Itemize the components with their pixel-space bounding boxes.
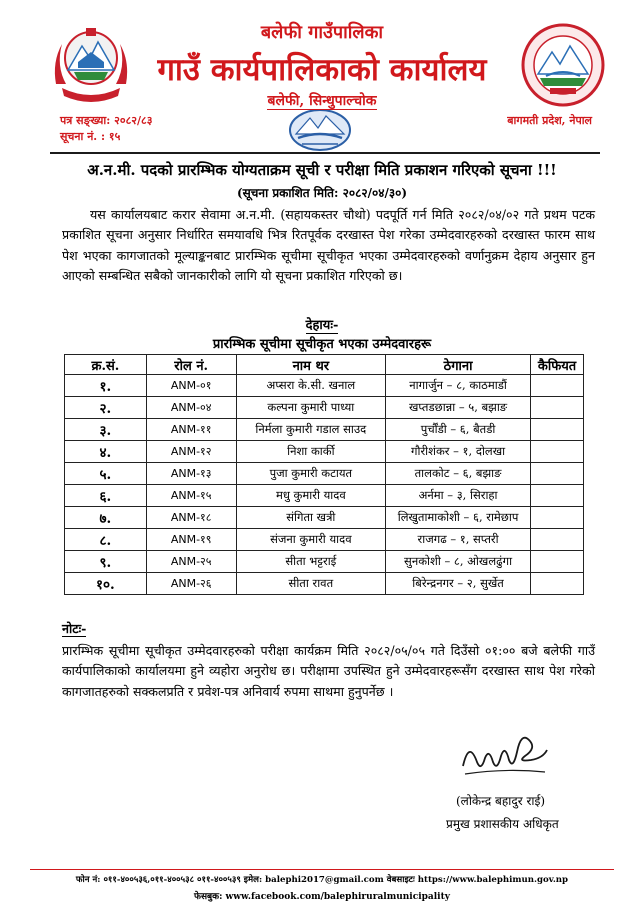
candidate-address: लिखुतामाकोशी – ६, रामेछाप (386, 507, 531, 529)
roll-number: ANM-०४ (146, 397, 236, 419)
candidate-name: मधु कुमारी यादव (236, 485, 386, 507)
candidate-name: सीता भट्टराई (236, 551, 386, 573)
table-row (65, 485, 584, 507)
serial-number: ६. (65, 485, 147, 507)
notice-body: यस कार्यालयबाट करार सेवामा अ.न.मी. (सहायकस्तर चौथो) पदपूर्ति गर्न मिति २०८२/०४/०२ गते प्रथम पटक प्रकाशित सूचना अनुसार निर्धारित समयावधि भित्र रितपूर्वक दरखास्त पेश गरेका उम्मेदवारहरुको दरखास्त फारम साथ पेश भएका कागजातको मूल्याङ्कनबाट प्रारम्भिक सूचीमा सूचीकृत भएका उम्मेदवारहरुको वर्णानुक्रम देहाय अनुसार हुन आएको सम्बन्धित सबैको जानकारीको लागि यो सूचना प्रकाशित गरिएको छ। (62, 207, 595, 283)
footer-facebook: फेसबुक: www.facebook.com/balephiruralmunicipality (194, 892, 450, 902)
table-row (65, 507, 584, 529)
candidate-address: बिरेन्द्रनगर – २, सुर्खेत (386, 573, 531, 595)
candidate-address: राजगढ – १, सप्तरी (386, 529, 531, 551)
candidate-name: पुजा कुमारी कटायत (236, 463, 386, 485)
signatory-name: (लोकेन्द्र बहादुर राई) (456, 794, 546, 808)
roll-number: ANM-१८ (146, 507, 236, 529)
serial-number: ७. (65, 507, 147, 529)
table-row (65, 551, 584, 573)
remarks (531, 419, 584, 441)
column-header: क्र.सं. (65, 355, 147, 375)
candidate-name: अप्सरा के.सी. खनाल (236, 375, 386, 397)
remarks (531, 507, 584, 529)
remarks (531, 441, 584, 463)
table-row (65, 529, 584, 551)
candidate-address: तालकोट – ६, बझाङ (386, 463, 531, 485)
table-row (65, 441, 584, 463)
remarks (531, 397, 584, 419)
roll-number: ANM-२६ (146, 573, 236, 595)
serial-number: ५. (65, 463, 147, 485)
remarks (531, 375, 584, 397)
candidate-address: गौरीशंकर – १, दोलखा (386, 441, 531, 463)
province-label: बागमती प्रदेश, नेपाल (507, 114, 592, 127)
remarks (531, 551, 584, 573)
candidate-address: सुनकोशी – ८, ओखलढुंगा (386, 551, 531, 573)
column-header: रोल नं. (146, 355, 236, 375)
candidate-name: संगिता खत्री (236, 507, 386, 529)
signatory-title: प्रमुख प्रशासकीय अधिकृत (446, 817, 559, 831)
note-text: प्रारम्भिक सूचीमा सूचीकृत उम्मेदवारहरुको परीक्षा कार्यक्रम मिति २०८२/०५/०५ गते दिउँसो ०१:०० बजे बलेफी गाउँ कार्यपालिकाको कार्यालयमा हुने व्यहोरा अनुरोध छ। परीक्षामा उपस्थित हुने उम्मेदवारहरूसँग दरखास्त साथ पेश गरेको कागजातहरुको सक्कलप्रति र प्रवेश-पत्र अनिवार्य रुपमा साथमा हुनुपर्नेछ । (62, 643, 595, 699)
footer-divider (30, 869, 614, 870)
candidate-name: निशा कार्की (236, 441, 386, 463)
office-name: गाउँ कार्यपालिकाको कार्यालय (157, 52, 487, 88)
remarks (531, 485, 584, 507)
roll-number: ANM-१२ (146, 441, 236, 463)
remarks (531, 463, 584, 485)
remarks (531, 573, 584, 595)
table-row (65, 397, 584, 419)
roll-number: ANM-१९ (146, 529, 236, 551)
column-header: कैफियत (531, 355, 584, 375)
office-seal-icon (280, 108, 360, 152)
note-heading: नोटः- (62, 621, 87, 636)
roll-number: ANM-१५ (146, 485, 236, 507)
candidate-address: पुर्चौंडी – ६, बैतडी (386, 419, 531, 441)
serial-number: ४. (65, 441, 147, 463)
table-caption: प्रारम्भिक सूचीमा सूचीकृत भएका उम्मेदवारहरू (212, 337, 432, 352)
candidate-name: कल्पना कुमारी पाध्या (236, 397, 386, 419)
table-row (65, 375, 584, 397)
serial-number: १. (65, 375, 147, 397)
roll-number: ANM-०१ (146, 375, 236, 397)
header-divider (50, 152, 600, 154)
table-header-row (65, 355, 584, 375)
table-row (65, 419, 584, 441)
candidate-table (64, 354, 584, 595)
serial-number: १०. (65, 573, 147, 595)
column-header: ठेगाना (386, 355, 531, 375)
candidate-address: नागार्जुन – ८, काठमाडौं (386, 375, 531, 397)
table-row (65, 573, 584, 595)
letter-meta (60, 113, 152, 145)
roll-number: ANM-११ (146, 419, 236, 441)
table-row (65, 463, 584, 485)
published-date: (सूचना प्रकाशित मिति: २०८२/०४/३०) (237, 186, 407, 200)
column-header: नाम थर (236, 355, 386, 375)
notice-number: सूचना नं. : १५ (60, 130, 121, 143)
roll-number: ANM-१३ (146, 463, 236, 485)
candidate-name: निर्मला कुमारी गडाल साउद (236, 419, 386, 441)
footer-contact: फोन नं: ०११-४००५३६,०११-४००५३८ ०११-४००५३९ इमेल: balephi2017@gmail.com वेबसाइटः https://www.balephimun.gov.np (75, 875, 569, 885)
municipality-name: बलेफी गाउँपालिका (260, 22, 384, 43)
serial-number: ८. (65, 529, 147, 551)
candidate-address: अर्नमा – ३, सिराहा (386, 485, 531, 507)
office-location: बलेफी, सिन्धुपाल्चोक (267, 93, 377, 109)
list-heading: देहायः- (305, 318, 339, 333)
letter-number: पत्र सङ्ख्या: २०८२/८३ (60, 114, 153, 127)
roll-number: ANM-२५ (146, 551, 236, 573)
serial-number: २. (65, 397, 147, 419)
candidate-name: सीता रावत (236, 573, 386, 595)
notice-title: अ.न.मी. पदको प्रारम्भिक योग्यताक्रम सूची र परीक्षा मिति प्रकाशन गरिएको सूचना !!! (87, 161, 557, 179)
remarks (531, 529, 584, 551)
candidate-address: खप्तडछान्ना – ५, बझाङ (386, 397, 531, 419)
signature-image (455, 722, 555, 782)
candidate-name: संजना कुमारी यादव (236, 529, 386, 551)
serial-number: ९. (65, 551, 147, 573)
serial-number: ३. (65, 419, 147, 441)
